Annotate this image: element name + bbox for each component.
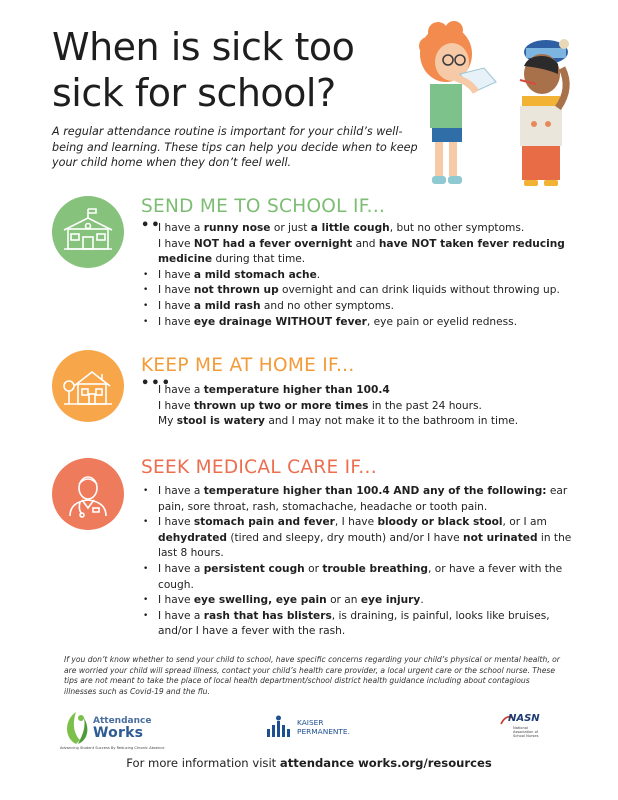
doctor-icon	[52, 458, 124, 530]
doctor-circle	[52, 458, 124, 530]
list-item: My stool is watery and I may not make it to the bathroom in time.	[158, 415, 519, 428]
list-item: I have NOT had a fever overnight and have NOT taken fever reducing medicine during that time.	[158, 237, 565, 266]
list-item: • I have eye swelling, eye pain or an eye injury.	[143, 593, 573, 609]
title-line-2: sick for school?	[52, 71, 336, 115]
sneezing-boy-icon	[419, 21, 496, 184]
list-item: • I have a temperature higher than 100.4 AND any of the following: ear pain, sore throat, rash, stomachache, headache or tooth pain.	[143, 484, 573, 515]
house-icon	[52, 350, 124, 422]
sick-kids-illustration	[408, 12, 598, 194]
attendance-works-tagline: Advancing Student Success By Reducing Chronic Absence	[60, 746, 165, 750]
list-item: • I have stomach pain and fever, I have bloody or black stool, or I am dehydrated (tired and sleepy, dry mouth) and/or I have not urinated in the last 8 hours.	[143, 515, 573, 562]
list-item: I have a runny nose or just a little cough, but no other symptoms.	[158, 222, 525, 234]
list-item: • I have eye drainage WITHOUT fever, eye pain or eyelid redness.	[143, 315, 573, 331]
feverish-boy-icon	[520, 39, 569, 186]
kaiser-line1: KAISER	[297, 718, 324, 727]
list-item: • I have not thrown up overnight and can drink liquids without throwing up.	[143, 283, 573, 299]
nasn-tagline: National Association of School Nurses	[513, 726, 539, 739]
medical-list	[143, 484, 573, 640]
section-heading-medical: SEEK MEDICAL CARE IF...	[141, 457, 377, 478]
attendance-works-leaf-icon	[62, 710, 92, 746]
list-item: I have a temperature higher than 100.4	[158, 384, 390, 396]
attendance-works-line1: Attendance	[93, 716, 152, 726]
list-item: • I have a mild rash and no other symptoms.	[143, 299, 573, 315]
list-item: • I have a rash that has blisters, is draining, is painful, looks like bruises, and/or I have a fever with the rash.	[143, 609, 573, 640]
home-circle	[52, 350, 124, 422]
school-circle	[52, 196, 124, 268]
intro-text: A regular attendance routine is important for your child’s well-being and learning. These tips can help you decide when to keep your child home when they don’t feel well.	[52, 125, 418, 170]
kaiser-permanente-logo	[265, 713, 375, 741]
list-item: I have thrown up two or more times in the past 24 hours.	[158, 399, 482, 412]
footer-prefix: For more information visit	[126, 756, 280, 770]
kaiser-sun-icon	[265, 715, 293, 739]
dots-home: •••	[141, 376, 172, 391]
section-heading-school: SEND ME TO SCHOOL IF...	[141, 196, 386, 217]
school-building-icon	[52, 196, 124, 268]
list-item: • I have a mild stomach ache.	[143, 268, 573, 284]
home-list	[143, 383, 573, 430]
list-item: • I have a persistent cough or trouble breathing, or have a fever with the cough.	[143, 562, 573, 593]
nasn-name: NASN	[508, 713, 540, 724]
page-title	[52, 24, 392, 116]
school-list	[141, 218, 573, 330]
disclaimer-text: If you don’t know whether to send your child to school, have specific concerns regarding your child’s physical or mental health, or are worried your child will spread illness, contact your child’s health care provider, a local urgent care or the school nurse. These tips are not meant to take the place of local health department/school district health guidance including about contagious illnesses such as Covid-19 and the flu.	[64, 655, 560, 696]
footer-link[interactable]: attendance works.org/resources	[279, 756, 492, 770]
attendance-works-line2: Works	[93, 725, 144, 741]
nasn-logo	[500, 713, 560, 747]
title-line-1: When is sick too	[52, 25, 355, 69]
section-heading-home: KEEP ME AT HOME IF...	[141, 355, 355, 376]
kaiser-text	[297, 719, 350, 736]
dots-school: ••	[141, 218, 162, 233]
kaiser-line2: PERMANENTE.	[297, 726, 350, 736]
footer	[0, 756, 618, 770]
attendance-works-logo	[60, 708, 165, 752]
